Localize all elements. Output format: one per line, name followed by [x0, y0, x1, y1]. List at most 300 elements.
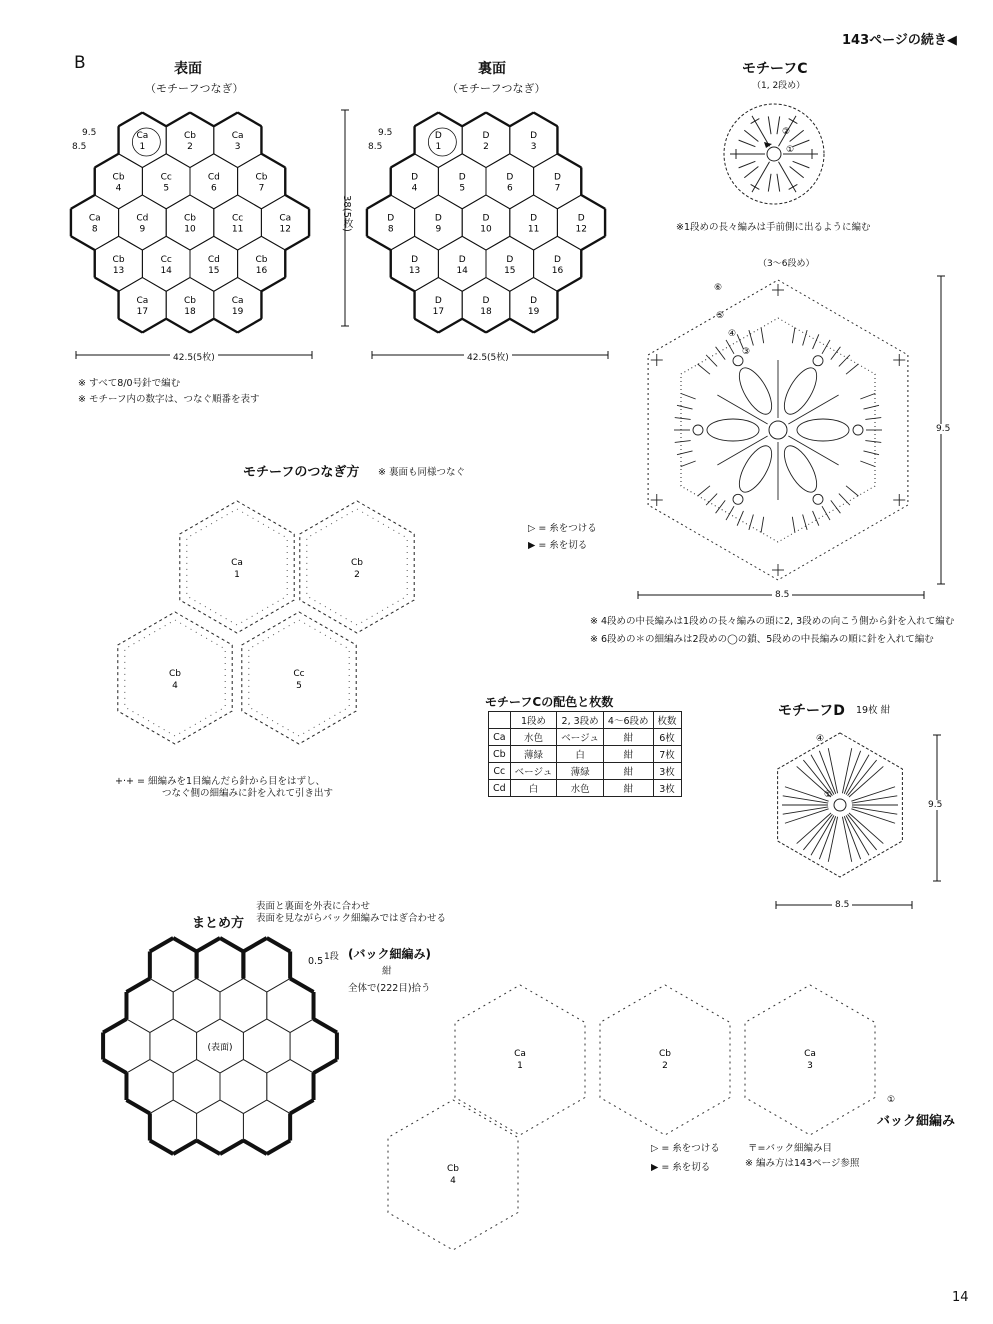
c36-fan-stitch [698, 486, 710, 496]
back-cell-color: D [530, 131, 538, 141]
back-cell [438, 236, 486, 291]
back-cell-color: D [387, 213, 395, 224]
front-cell-color: Ca [279, 213, 292, 224]
c12-stitch [790, 130, 804, 141]
c12-spoke [752, 162, 770, 192]
finish-color: 紺 [382, 966, 392, 977]
color-table-row [489, 780, 682, 797]
edge-legend-cut: ▶ = 糸を切る [651, 1162, 711, 1173]
c12-stitch [739, 161, 756, 168]
c36-fan-stitch [761, 327, 764, 343]
c36-fan-stitch [792, 517, 795, 533]
edge-motif-number: 2 [662, 1061, 668, 1071]
back-cell-color: D [530, 213, 538, 224]
front-cell-color: Ca [231, 131, 244, 141]
back-cell [486, 236, 534, 291]
color-table-cell: 3枚 [653, 780, 681, 797]
back-cell-number: 5 [459, 183, 466, 194]
finish-border [103, 1060, 126, 1074]
back-cell-number: 18 [480, 307, 492, 317]
c36-node [813, 494, 823, 504]
c12-spoke-tick [789, 119, 798, 124]
color-table-row [489, 746, 682, 763]
join-motif-color: Cb [351, 558, 363, 568]
edge-motif [600, 985, 730, 1135]
back-cell [462, 195, 510, 250]
back-cell-color: D [458, 254, 466, 265]
front-cell-color: Cb [255, 172, 268, 183]
back-cell-color: D [506, 254, 514, 265]
motif-c-rows12-diagram [712, 96, 837, 216]
front-cell-color: Cd [207, 254, 220, 265]
c36-fan-stitch [681, 461, 696, 467]
front-dim-b: 8.5 [72, 142, 87, 152]
c36-fan-stitch [803, 330, 807, 345]
legend-cut: ▶ = 糸を切る [528, 540, 588, 551]
c12-stitch [777, 174, 780, 192]
front-cell-color: Cd [136, 213, 149, 224]
svg-text:③: ③ [742, 347, 751, 357]
back-cell-number: 19 [527, 307, 540, 317]
c36-node [733, 356, 743, 366]
back-cell-color: D [434, 213, 442, 224]
edge-start-mark: ① [887, 1095, 896, 1105]
finish-note2: 表面を見ながらバック細編みではぎ合わせる [256, 913, 447, 924]
c36-fan-stitch [860, 461, 875, 467]
back-cell-number: 14 [456, 265, 468, 276]
edge-motif [745, 985, 875, 1135]
c36-fan-stitch [863, 405, 879, 409]
motif-d-sub: 19枚 紺 [856, 705, 891, 716]
c36-fan-stitch [865, 441, 881, 443]
back-title: 裏面 [478, 61, 506, 77]
finish-border [173, 938, 196, 952]
back-dim-a: 9.5 [378, 128, 393, 138]
c36-petal [733, 441, 778, 497]
join-legend-line1: +·+ = 細編みを1目編んだら針から目をはずし、 [115, 776, 325, 787]
c36-node [853, 425, 863, 435]
front-cell-number: 5 [163, 183, 170, 194]
note-order: ※ モチーフ内の数字は、つなぐ順番を表す [78, 394, 260, 405]
c12-spoke [752, 116, 770, 146]
color-table [488, 711, 682, 797]
c36-fan-stitch [749, 514, 753, 529]
front-cell [190, 236, 238, 291]
color-table-cell: 白 [510, 780, 557, 797]
join-motif-color: Cb [169, 669, 181, 679]
back-subtitle: （モチーフつなぎ） [447, 82, 546, 95]
back-cell-color: D [482, 213, 490, 224]
front-cell-number: 3 [234, 142, 241, 152]
motif-c-note-b: ※ 6段めの＊の細編みは2段めの◯の鎖、5段めの中長編みの順に針を入れて編む [590, 634, 934, 645]
color-table-header [489, 712, 511, 729]
c36-fan-stitch [813, 334, 819, 349]
motif-c-note-a: ※ 4段めの中長編みは1段めの長々編みの頭に2, 3段めの向こう側から針を入れて編む [590, 616, 955, 627]
finish-cell [243, 1019, 290, 1073]
join-motif-number: 4 [172, 681, 178, 691]
motif-c-rows12: （1, 2段め） [752, 81, 806, 91]
finish-cell [220, 979, 267, 1033]
edge-motif-outline [600, 985, 730, 1135]
join-note: ※ 裏面も同様つなぐ [378, 467, 465, 478]
finish-border [150, 1141, 173, 1155]
c36-fan-stitch [681, 393, 696, 399]
front-dim-a: 9.5 [82, 128, 97, 138]
join-motif [118, 612, 232, 744]
back-cell-number: 15 [504, 265, 516, 276]
c12-stitch [793, 161, 810, 168]
front-cell-color: Cb [184, 131, 196, 141]
edge-motif-number: 3 [807, 1061, 813, 1071]
back-cell [486, 154, 534, 209]
svg-text:①: ① [786, 145, 795, 155]
back-cell-color: D [506, 172, 514, 183]
edge-motif-outline [745, 985, 875, 1135]
back-cell-color: D [411, 172, 419, 183]
d-stitch [848, 760, 877, 796]
edge-legend-ref: ※ 編み方は143ページ参照 [745, 1158, 860, 1169]
c36-fan-stitch [761, 517, 764, 533]
back-cell-color: D [434, 296, 442, 306]
c36-fan-stitch [726, 340, 734, 354]
front-cell-number: 15 [208, 265, 220, 276]
finish-border [220, 938, 243, 952]
c36-petal [733, 363, 778, 419]
front-cell-number: 16 [255, 265, 268, 276]
front-cell-color: Cc [232, 213, 244, 224]
finish-border [243, 938, 266, 952]
front-height-label: 38(5枚) [341, 195, 352, 232]
c36-fan-stitch [726, 506, 734, 520]
finish-border [267, 938, 290, 952]
front-cell-number: 13 [112, 265, 125, 276]
back-cell-number: 9 [435, 224, 442, 235]
c36-fan-stitch [737, 511, 743, 526]
join-diagram [95, 482, 455, 762]
back-cell-number: 12 [575, 224, 587, 235]
finish-border [314, 1060, 337, 1074]
c36-fan-stitch [716, 347, 726, 360]
c12-spoke-tick [789, 184, 798, 189]
finish-cell [220, 1060, 267, 1114]
c36-fan-stitch [846, 486, 858, 496]
join-motif-number: 5 [296, 681, 302, 691]
c12-stitch [744, 166, 758, 177]
c36-fan-stitch [803, 514, 807, 529]
edge-diagram [365, 950, 895, 1230]
c36-fan-stitch [677, 405, 693, 409]
edge-motif-color: Cb [447, 1164, 459, 1174]
color-table-cell: ベージュ [510, 763, 557, 780]
back-cell-color: D [458, 172, 466, 183]
finish-border [290, 1100, 313, 1114]
front-cell-number: 7 [258, 183, 265, 194]
finish-border [197, 1141, 220, 1155]
finish-cell [150, 1019, 197, 1073]
finish-note1: 表面と裏面を外表に合わせ [256, 901, 371, 912]
edge-motif [388, 1100, 518, 1250]
color-table-header: 枚数 [653, 712, 681, 729]
c12-stitch [744, 130, 758, 141]
front-cell-number: 10 [184, 224, 196, 235]
color-table-title: モチーフCの配色と枚数 [485, 695, 614, 709]
finish-back-sc: (バック細編み) [348, 947, 431, 961]
front-cell-number: 19 [231, 307, 244, 317]
c36-petal [778, 363, 823, 419]
front-cell [142, 236, 190, 291]
color-table-cell: 3枚 [653, 763, 681, 780]
back-cell [534, 236, 582, 291]
c36-petal [778, 441, 823, 497]
front-title: 表面 [174, 61, 202, 77]
page-number: 14 [952, 1290, 969, 1305]
front-subtitle: （モチーフつなぎ） [145, 82, 244, 95]
motif-c-note12: ※1段めの長々編みは手前側に出るように編む [676, 222, 871, 233]
c12-stitch [793, 140, 810, 147]
finish-border [150, 938, 173, 952]
motif-c-title: モチーフC [742, 61, 808, 77]
color-table-cell: Cd [489, 780, 511, 797]
c36-fan-stitch [792, 327, 795, 343]
back-hex-grid [366, 100, 606, 340]
join-motif-number: 1 [234, 570, 240, 580]
finish-cell [173, 979, 220, 1033]
finish-border [173, 1141, 196, 1155]
finish-border [314, 1019, 337, 1033]
color-table-header: 1段め [510, 712, 557, 729]
d-stitch [848, 814, 877, 850]
finish-title: まとめ方 [192, 916, 245, 931]
color-table-row [489, 763, 682, 780]
color-table-cell: ベージュ [557, 729, 604, 746]
front-cell-number: 12 [279, 224, 291, 235]
back-cell-number: 16 [551, 265, 564, 276]
legend-attach: ▷ = 糸をつける [528, 523, 597, 534]
finish-border [267, 1141, 290, 1155]
c36-fan-stitch [860, 393, 875, 399]
finish-center-label: (表面) [207, 1043, 233, 1053]
c36-fan-stitch [706, 355, 717, 367]
join-legend-line2: つなぐ側の細編みに針を入れて引き出す [162, 788, 334, 799]
c36-petal [797, 419, 849, 441]
c36-fan-stitch [675, 418, 691, 420]
color-table-cell: 紺 [603, 763, 653, 780]
finish-border [126, 979, 149, 993]
back-cell-number: 17 [432, 307, 445, 317]
c36-fan-stitch [749, 330, 753, 345]
back-cell-color: D [530, 296, 538, 306]
back-cell [415, 195, 463, 250]
back-cell-color: D [411, 254, 419, 265]
finish-border [103, 1019, 126, 1033]
color-table-header: 2, 3段め [557, 712, 604, 729]
back-cell-number: 1 [435, 142, 442, 152]
d-stitch [783, 796, 828, 803]
svg-text:⑤: ⑤ [716, 311, 725, 321]
svg-text:②: ② [782, 127, 791, 137]
finish-border [220, 1141, 243, 1155]
front-cell-number: 14 [160, 265, 172, 276]
motif-c-rows36: （3〜6段め） [758, 259, 815, 269]
c36-node [813, 356, 823, 366]
c36-fan-stitch [865, 418, 881, 420]
svg-text:⑥: ⑥ [714, 283, 723, 293]
front-cell [214, 195, 262, 250]
finish-border [126, 1100, 149, 1114]
c12-stitch [768, 116, 771, 134]
color-table-row [489, 729, 682, 746]
continued-label: 143ページの続き◀ [842, 33, 957, 48]
join-motif [242, 612, 356, 744]
front-cell-color: Ca [136, 296, 149, 306]
d-stitch [803, 814, 832, 850]
c12-stitch [739, 140, 756, 147]
color-table-cell: 水色 [557, 780, 604, 797]
c36-fan-stitch [822, 506, 830, 520]
back-cell-number: 7 [554, 183, 561, 194]
finish-cell [173, 1060, 220, 1114]
section-letter: B [74, 53, 86, 73]
back-cell-color: D [577, 213, 585, 224]
join-title: モチーフのつなぎ方 [243, 465, 360, 480]
front-cell-color: Cb [184, 296, 196, 306]
front-cell-number: 2 [187, 142, 193, 152]
color-table-cell: 6枚 [653, 729, 681, 746]
c12-stitch [768, 174, 771, 192]
front-cell [95, 236, 143, 291]
d-stitch [852, 807, 897, 814]
c36-fan-stitch [831, 500, 841, 513]
c12-spoke-tick [751, 184, 760, 189]
color-table-cell: 紺 [603, 746, 653, 763]
note-needle: ※ すべて8/0号針で編む [78, 378, 181, 389]
front-cell-number: 8 [91, 224, 98, 235]
front-cell [166, 195, 214, 250]
front-cell-number: 4 [115, 183, 122, 194]
color-table-cell: Cb [489, 746, 511, 763]
color-table-cell: 水色 [510, 729, 557, 746]
c12-spoke [779, 162, 797, 192]
c36-fan-stitch [822, 340, 830, 354]
c12-stitch [777, 116, 780, 134]
back-first-marker [428, 128, 456, 156]
c36-node [693, 425, 703, 435]
front-hex-grid [70, 100, 310, 340]
svg-text:④: ④ [816, 734, 825, 744]
front-cell-number: 18 [184, 307, 196, 317]
join-motif-color: Cc [293, 669, 305, 679]
edge-motif-outline [388, 1100, 518, 1250]
d-stitch [783, 807, 828, 814]
finish-border [243, 1141, 266, 1155]
back-cell-number: 11 [527, 224, 540, 235]
c36-fan-stitch [839, 494, 850, 506]
back-cell-number: 8 [387, 224, 394, 235]
c36-fan-stitch [716, 500, 726, 513]
front-cell-color: Ca [136, 131, 149, 141]
color-table-cell: Ca [489, 729, 511, 746]
front-cell [238, 236, 286, 291]
edge-motif-number: 4 [450, 1176, 456, 1186]
edge-motif-number: 1 [517, 1061, 523, 1071]
c36-fan-stitch [813, 511, 819, 526]
finish-pick: 全体で(222目)拾う [348, 983, 431, 994]
front-cell-number: 11 [231, 224, 244, 235]
front-width-label: 42.5(5枚) [170, 350, 218, 363]
color-table-cell: 紺 [603, 780, 653, 797]
join-motif-color: Ca [231, 558, 243, 568]
motif-d-width: 8.5 [832, 900, 852, 910]
back-cell-number: 13 [408, 265, 421, 276]
front-cell-number: 9 [139, 224, 146, 235]
edge-label: バック細編み [877, 1114, 956, 1129]
back-cell-color: D [482, 296, 490, 306]
front-cell-color: Cc [160, 172, 172, 183]
color-table-cell: 紺 [603, 729, 653, 746]
front-cell [119, 195, 167, 250]
motif-c-rows36-diagram [628, 270, 928, 590]
join-motif-number: 2 [354, 570, 360, 580]
color-table-cell: 7枚 [653, 746, 681, 763]
front-cell-number: 6 [210, 183, 217, 194]
edge-motif-color: Ca [514, 1049, 526, 1059]
motif-d-title: モチーフD [778, 703, 845, 719]
d-stitch [852, 796, 897, 803]
finish-border [290, 979, 313, 993]
c36-fan-stitch [675, 441, 691, 443]
back-cell [510, 195, 558, 250]
c36-fan-stitch [677, 451, 693, 455]
edge-motif-color: Cb [659, 1049, 671, 1059]
c12-stitch [790, 166, 804, 177]
c36-node [733, 494, 743, 504]
c36-fan-stitch [863, 451, 879, 455]
motif-d-height: 9.5 [928, 800, 943, 810]
c12-spoke-tick [751, 119, 760, 124]
finish-row: 1段 [324, 952, 339, 962]
back-dim-b: 8.5 [368, 142, 383, 152]
edge-legend-back: 〒=バック細編み目 [748, 1143, 832, 1154]
front-cell-color: Ca [231, 296, 244, 306]
color-table-cell: Cc [489, 763, 511, 780]
finish-dim: 0.5 [308, 956, 324, 967]
join-motif [300, 501, 414, 633]
finish-border [197, 938, 220, 952]
c36-fan-stitch [831, 347, 841, 360]
back-cell-number: 6 [506, 183, 513, 194]
join-motif [180, 501, 294, 633]
back-cell-number: 4 [411, 183, 418, 194]
back-cell [391, 236, 439, 291]
front-cell-color: Cb [184, 213, 196, 224]
front-cell-color: Cb [112, 172, 125, 183]
front-cell-number: 17 [136, 307, 149, 317]
color-table-cell: 白 [557, 746, 604, 763]
back-cell-color: D [482, 131, 490, 141]
svg-text:①: ① [824, 790, 833, 800]
front-cell [190, 154, 238, 209]
c36-fan-stitch [698, 364, 710, 374]
front-cell-number: 1 [139, 142, 146, 152]
back-cell-number: 3 [530, 142, 537, 152]
color-table-header: 4〜6段め [603, 712, 653, 729]
back-cell-color: D [434, 131, 442, 141]
back-cell [438, 154, 486, 209]
front-cell-color: Cb [112, 254, 125, 265]
motif-c-height: 9.5 [936, 424, 951, 434]
svg-text:④: ④ [728, 329, 737, 339]
color-table-cell: 薄緑 [557, 763, 604, 780]
